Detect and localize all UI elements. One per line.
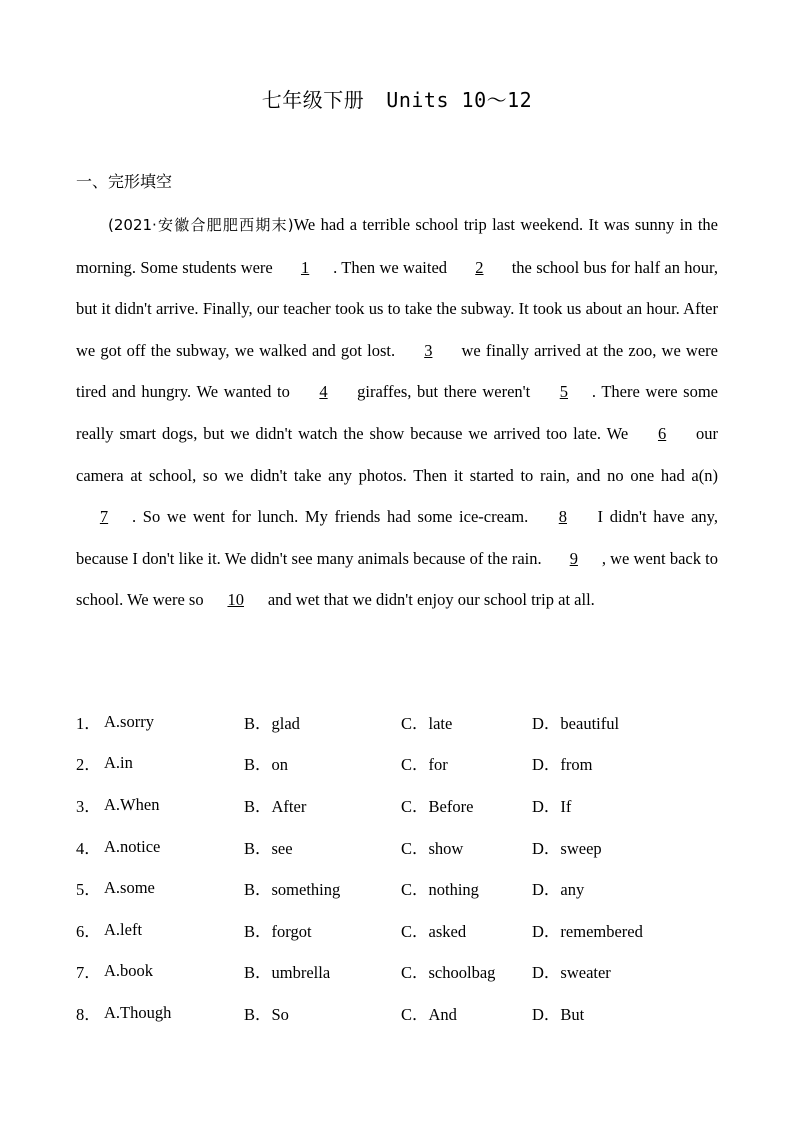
question-number: 7． — [76, 963, 101, 983]
cloze-passage — [76, 204, 718, 621]
option-b: B．After — [244, 796, 307, 816]
passage-text: we finally arrived at the zoo, we were tired and hungry. We wanted to — [76, 340, 718, 402]
option-a: A.When — [104, 794, 160, 814]
option-c: C．Before — [401, 796, 474, 816]
question-row — [76, 909, 756, 951]
option-c: C．And — [401, 1004, 457, 1024]
question-number: 1． — [76, 713, 101, 733]
question-row — [76, 992, 756, 1034]
section-heading: 一、完形填空 — [76, 172, 173, 191]
question-row — [76, 784, 756, 826]
passage-text: . There were some really smart dogs, but we didn't watch the show because we arrived too late. We — [76, 382, 718, 443]
title-grade: 七年级下册 — [261, 88, 365, 112]
page-title — [0, 84, 794, 113]
option-a: A.left — [104, 919, 143, 939]
passage-source: (2021·安徽合肥肥西期末) — [108, 216, 294, 234]
passage-text: and wet that we didn't enjoy our school trip at all. — [263, 590, 595, 610]
question-row — [76, 743, 756, 785]
option-c: C．schoolbag — [401, 963, 496, 983]
option-a: A.some — [104, 878, 155, 898]
blank-3: 3 — [424, 340, 433, 360]
option-d: D．But — [532, 1004, 585, 1024]
blank-5: 5 — [559, 382, 568, 402]
blank-4: 4 — [319, 382, 328, 402]
option-d: D．sweater — [532, 963, 611, 983]
title-units: Units 10～12 — [386, 88, 533, 112]
option-a: A.sorry — [104, 711, 154, 731]
option-d: D．any — [532, 880, 585, 900]
option-d: D．remembered — [532, 921, 643, 941]
option-a: A.notice — [104, 836, 161, 856]
question-number: 8． — [76, 1004, 101, 1024]
option-a: A.book — [104, 961, 154, 981]
blank-6: 6 — [657, 423, 667, 443]
blank-10: 10 — [227, 590, 244, 610]
passage-text: . Then we waited — [333, 257, 452, 277]
question-number: 4． — [76, 838, 101, 858]
question-row — [76, 951, 756, 993]
option-d: D．If — [532, 796, 572, 816]
question-row — [76, 867, 756, 909]
passage-text: We had a terrible school trip last weekend. It was sunny in the morning. Some students were — [76, 215, 718, 277]
option-b: B．forgot — [244, 921, 312, 941]
option-c: C．show — [401, 838, 464, 858]
passage-body — [76, 215, 718, 609]
option-d: D．from — [532, 755, 593, 775]
question-number: 6． — [76, 921, 101, 941]
blank-2: 2 — [475, 257, 484, 277]
passage-text: I didn't have any, because I don't like it. We didn't see many animals because of the rain. — [76, 507, 718, 568]
option-c: C．late — [401, 713, 453, 733]
passage-text: our camera at school, so we didn't take any photos. Then it started to rain, and no one had a(n) — [76, 423, 718, 485]
option-a: A.Though — [104, 1002, 172, 1022]
option-b: B．on — [244, 755, 289, 775]
option-b: B．umbrella — [244, 963, 331, 983]
option-b: B．something — [244, 880, 341, 900]
question-number: 3． — [76, 796, 101, 816]
option-b: B．So — [244, 1004, 289, 1024]
blank-9: 9 — [569, 548, 578, 568]
option-c: C．asked — [401, 921, 467, 941]
question-row — [76, 826, 756, 868]
question-options — [76, 701, 756, 1034]
blank-1: 1 — [300, 257, 310, 277]
option-a: A.in — [104, 753, 133, 773]
option-c: C．for — [401, 755, 448, 775]
passage-text: , we went back to school. We were so — [76, 548, 718, 610]
question-number: 2． — [76, 755, 101, 775]
option-d: D．sweep — [532, 838, 602, 858]
passage-text: giraffes, but there weren't — [351, 382, 536, 402]
question-row — [76, 701, 756, 743]
option-c: C．nothing — [401, 880, 479, 900]
blank-8: 8 — [558, 507, 567, 527]
passage-text: the school bus for half an hour, but it didn't arrive. Finally, our teacher took us to take the subway. It took us about an hour. After we got off the subway, we walked and got lost. — [76, 257, 719, 360]
blank-7: 7 — [99, 507, 109, 527]
option-d: D．beautiful — [532, 713, 620, 733]
option-b: B．glad — [244, 713, 300, 733]
question-number: 5． — [76, 880, 101, 900]
passage-text: . So we went for lunch. My friends had some ice-cream. — [132, 507, 535, 527]
option-b: B．see — [244, 838, 293, 858]
